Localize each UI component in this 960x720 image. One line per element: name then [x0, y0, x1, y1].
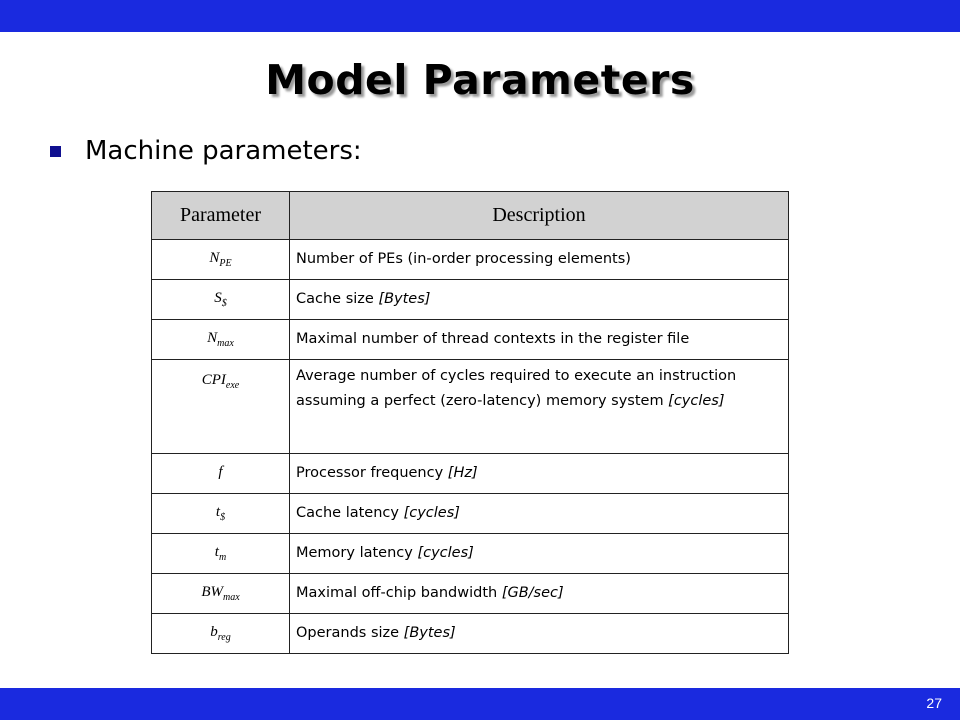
bullet-item — [50, 136, 362, 166]
table-row — [152, 494, 789, 534]
table-row — [152, 574, 789, 614]
table-row — [152, 240, 789, 280]
parameter-description: Memory latency [cycles] — [290, 534, 789, 574]
parameter-description: Number of PEs (in-order processing elements) — [290, 240, 789, 280]
table-row — [152, 534, 789, 574]
parameter-description: Maximal off-chip bandwidth [GB/sec] — [290, 574, 789, 614]
bullet-text: Machine parameters: — [85, 136, 362, 166]
table-row — [152, 614, 789, 654]
parameter-symbol: $S_{\$}$ — [152, 280, 290, 320]
parameter-symbol: $N_{PE}$ — [152, 240, 290, 280]
table-row — [152, 454, 789, 494]
table-row — [152, 320, 789, 360]
slide-number: 27 — [926, 695, 942, 711]
parameter-symbol: f — [152, 454, 290, 494]
parameter-description: Operands size [Bytes] — [290, 614, 789, 654]
parameter-symbol: $N_{max}$ — [152, 320, 290, 360]
square-bullet-icon — [50, 146, 61, 157]
header-description: Description — [290, 192, 789, 240]
parameter-description: Maximal number of thread contexts in the register file — [290, 320, 789, 360]
parameter-symbol: $BW_{max}$ — [152, 574, 290, 614]
parameter-symbol: $t_m$ — [152, 534, 290, 574]
header-parameter: Parameter — [152, 192, 290, 240]
table-row — [152, 360, 789, 454]
parameter-description: Average number of cycles required to execute an instruction assuming a perfect (zero-latency) memory system [cycles] — [290, 360, 789, 454]
slide-title: Model Parameters — [265, 56, 695, 104]
parameter-description: Cache size [Bytes] — [290, 280, 789, 320]
parameter-symbol: $b_{reg}$ — [152, 614, 290, 654]
bottom-bar — [0, 688, 960, 720]
parameter-symbol: $CPI_{exe}$ — [152, 360, 290, 454]
table-row — [152, 280, 789, 320]
parameter-description: Processor frequency [Hz] — [290, 454, 789, 494]
parameters-table — [151, 191, 789, 654]
parameter-symbol: $t_{\$}$ — [152, 494, 290, 534]
top-bar — [0, 0, 960, 32]
parameter-description: Cache latency [cycles] — [290, 494, 789, 534]
